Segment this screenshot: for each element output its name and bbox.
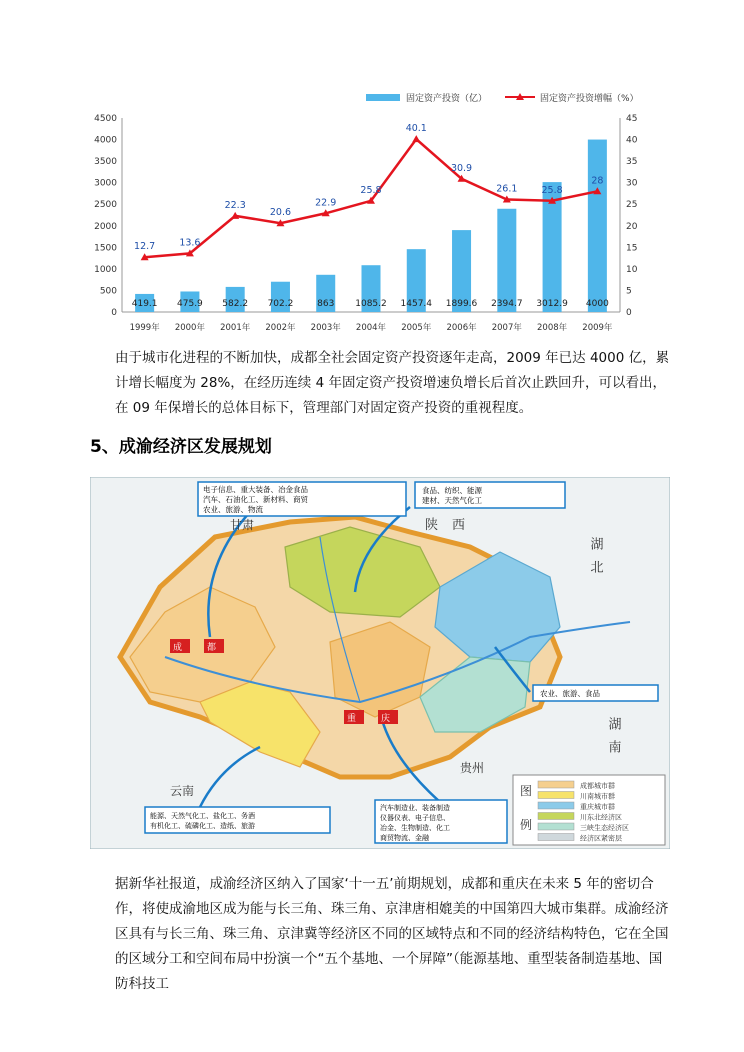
bar-value-label: 863 — [317, 299, 335, 309]
y-left-tick-label: 3000 — [94, 178, 117, 189]
x-tick-label: 2002年 — [265, 323, 296, 333]
callout-text: 电子信息、重大装备、冶金食品 — [203, 485, 308, 494]
province-label-yunnan: 云南 — [170, 784, 195, 798]
map-legend-label: 川南城市群 — [580, 792, 615, 801]
x-tick-label: 1999年 — [129, 323, 160, 333]
investment-chart — [80, 80, 660, 340]
paragraph-economic-zone: 据新华社报道，成渝经济区纳入了国家‘十一五’前期规划，成都和重庆在未来 5 年的密切合作，将使成渝地区成为能与长三角、珠三角、京津唐相媲美的中国第四大城市集群。成渝经济区具有与长三角、珠三角、京津冀等经济区不同的区域特点和不同的经济结构特色，它在全国的区域分工和空间布局中扮演一个“五个基地、一个屏障”（能源基地、重型装备制造基地、国防科技工 — [115, 876, 669, 992]
legend-line-label: 固定资产投资增幅（%） — [540, 94, 639, 104]
x-tick-label: 2001年 — [220, 323, 251, 333]
province-label-hubei: 湖北 — [587, 537, 603, 583]
y-right-tick-label: 5 — [626, 286, 632, 297]
city-label-chengdu-1: 成 — [173, 643, 183, 653]
map-legend-title-2: 例 — [520, 818, 533, 832]
y-right-tick-label: 20 — [626, 221, 638, 232]
growth-point — [412, 135, 420, 142]
callout-text: 商贸物流、金融 — [380, 834, 429, 842]
bar-value-label: 582.2 — [222, 299, 249, 309]
x-tick-label: 2009年 — [582, 323, 613, 333]
callout-text: 有机化工、硫磷化工、造纸、旅游 — [150, 822, 255, 830]
map-legend-label: 三峡生态经济区 — [580, 824, 629, 832]
bar — [585, 140, 609, 312]
map-legend-swatch — [538, 792, 574, 799]
y-left-tick-label: 4500 — [94, 114, 117, 124]
callout-text: 汽车、石油化工、新材料、商贸 — [203, 495, 308, 504]
growth-value-label: 22.9 — [315, 197, 337, 209]
x-tick-label: 2008年 — [537, 323, 568, 333]
callout-text: 食品、纺织、能源 — [422, 486, 482, 495]
y-right-tick-label: 30 — [626, 178, 638, 189]
callout-text: 冶金、生物制造、化工 — [380, 824, 450, 832]
y-left-tick-label: 4000 — [94, 135, 117, 146]
callout-top-right — [415, 482, 565, 508]
x-tick-label: 2003年 — [310, 323, 341, 333]
y-left-tick-label: 0 — [111, 308, 117, 318]
map-legend-swatch — [538, 781, 574, 788]
bar-value-label: 1457.4 — [400, 299, 433, 309]
callout-right — [533, 685, 658, 701]
y-right-tick-label: 45 — [626, 114, 638, 124]
growth-value-label: 25.8 — [541, 184, 563, 196]
bar — [497, 209, 516, 312]
y-left-tick-label: 2000 — [94, 221, 117, 232]
legend-bar-label: 固定资产投资（亿） — [406, 94, 488, 104]
bar-value-label: 475.9 — [177, 299, 203, 309]
city-label-chongqing-1: 重 — [347, 714, 357, 724]
map-legend-swatch — [538, 823, 574, 830]
province-label-guizhou: 贵州 — [460, 761, 485, 775]
y-left-tick-label: 1000 — [94, 264, 117, 275]
chart-legend — [366, 92, 639, 104]
province-label-shaanxi: 陕西 — [425, 518, 480, 533]
city-label-chengdu-2: 都 — [207, 643, 217, 653]
bar-value-label: 419.1 — [131, 299, 158, 309]
growth-value-label: 28 — [591, 175, 604, 187]
y-left-tick-label: 2500 — [94, 200, 117, 211]
growth-value-label: 13.6 — [179, 237, 201, 249]
y-left-tick-label: 500 — [99, 286, 117, 297]
callout-text: 农业、旅游、食品 — [540, 689, 600, 698]
map-legend-swatch — [538, 813, 574, 820]
callout-bottom-middle — [375, 800, 507, 843]
y-right-tick-label: 25 — [626, 200, 638, 211]
chengyu-economic-zone-map — [90, 477, 670, 849]
y-left-tick-label: 3500 — [94, 157, 117, 168]
bar-value-label: 2394.7 — [491, 299, 523, 309]
callout-text: 汽车制造业、装备制造 — [380, 804, 450, 812]
province-label-gansu: 甘肃 — [230, 518, 255, 532]
growth-value-label: 30.9 — [450, 162, 473, 174]
paragraph-investment-analysis: 由于城市化进程的不断加快，成都全社会固定资产投资逐年走高，2009 年已达 4000 亿，累计增长幅度为 28%，在经历连续 4 年固定资产投资增速负增长后首次止跌回升，可以看出，在 09 年保增长的总体目标下，管理部门对固定资产投资的重视程度。 — [115, 350, 670, 416]
section-heading: 5、成渝经济区发展规划 — [90, 437, 272, 457]
x-tick-label: 2007年 — [491, 323, 522, 333]
x-tick-label: 2005年 — [401, 323, 432, 333]
y-right-tick-label: 15 — [626, 243, 638, 254]
map-legend — [513, 775, 665, 845]
bar-value-label: 4000 — [585, 299, 609, 309]
map-legend-label: 成都城市群 — [580, 782, 615, 790]
y-right-tick-label: 10 — [626, 264, 638, 275]
growth-value-label: 12.7 — [134, 241, 156, 253]
growth-value-label: 25.8 — [360, 184, 382, 196]
bar-value-label: 702.2 — [267, 299, 294, 309]
map-legend-label: 重庆城市群 — [580, 803, 615, 811]
map-legend-title: 图 — [520, 784, 533, 798]
callout-text: 仪器仪表、电子信息、 — [380, 814, 450, 822]
province-label-hunan: 湖南 — [605, 717, 621, 763]
map-legend-label: 经济区紧密层 — [580, 834, 622, 843]
y-right-tick-label: 35 — [626, 157, 638, 168]
growth-value-label: 40.1 — [405, 123, 427, 135]
x-tick-label: 2000年 — [174, 323, 205, 333]
growth-value-label: 20.6 — [269, 207, 292, 219]
x-tick-label: 2004年 — [355, 323, 387, 333]
y-right-tick-label: 0 — [626, 308, 632, 318]
map-legend-label: 川东北经济区 — [580, 813, 622, 822]
map-legend-swatch — [538, 834, 574, 841]
legend-bar-swatch — [366, 94, 400, 101]
city-label-chongqing-2: 庆 — [381, 714, 391, 724]
growth-value-label: 22.3 — [224, 199, 246, 211]
x-tick-label: 2006年 — [446, 323, 477, 333]
callout-text: 建材、天然气化工 — [422, 496, 482, 505]
callout-text: 能源、天然气化工、盐化工、务酒 — [150, 812, 255, 820]
callout-top-left — [198, 482, 406, 516]
y-left-tick-label: 1500 — [94, 243, 117, 254]
map-legend-swatch — [538, 802, 574, 809]
bar-value-label: 1899.6 — [445, 299, 478, 309]
callout-bottom-left — [145, 807, 330, 833]
y-right-tick-label: 40 — [626, 135, 638, 146]
growth-value-label: 26.1 — [496, 183, 518, 195]
bar-value-label: 3012.9 — [536, 299, 568, 309]
callout-text: 农业、旅游、物流 — [203, 505, 263, 514]
bar-value-label: 1085.2 — [355, 299, 387, 309]
